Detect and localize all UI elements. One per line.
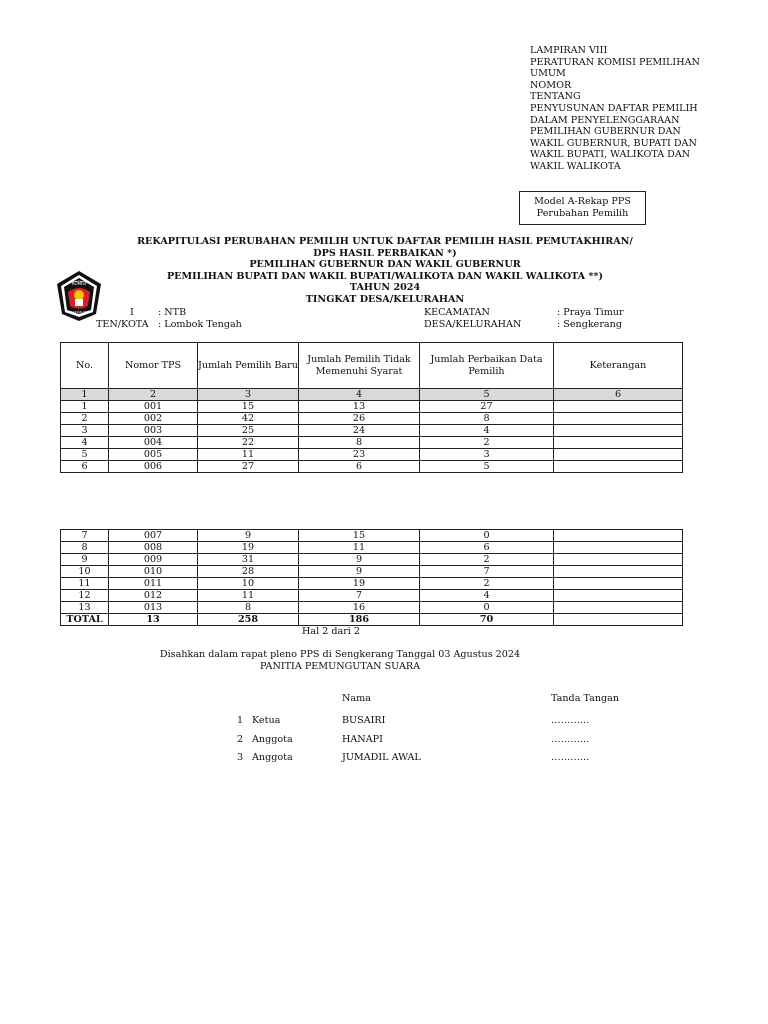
table-row	[61, 425, 683, 437]
cell-perbaikan-data: 3	[420, 449, 554, 461]
column-number: 6	[554, 389, 683, 401]
sig-no: 1	[237, 715, 244, 726]
rekap-table-page1	[60, 342, 683, 473]
rekap-table-page2	[60, 529, 683, 626]
cell-pemilih-baru: 11	[198, 590, 299, 602]
cell-perbaikan-data: 2	[420, 554, 554, 566]
cell-keterangan	[554, 542, 683, 554]
cell-keterangan	[554, 461, 683, 473]
sig-no: 2	[237, 734, 244, 745]
cell-pemilih-baru: 22	[198, 437, 299, 449]
cell-nomor-tps: 008	[109, 542, 198, 554]
kecamatan-value: : Praya Timur	[557, 307, 624, 318]
cell-pemilih-baru: 8	[198, 602, 299, 614]
cell-no: 1	[61, 401, 109, 413]
header-perbaikan-data: Jumlah Perbaikan Data Pemilih	[420, 343, 554, 389]
lampiran-line: WAKIL BUPATI, WALIKOTA DAN	[530, 149, 691, 161]
cell-pemilih-baru: 42	[198, 413, 299, 425]
lampiran-line: UMUM	[530, 68, 566, 80]
total-keterangan	[554, 614, 683, 626]
cell-nomor-tps: 007	[109, 530, 198, 542]
cell-perbaikan-data: 5	[420, 461, 554, 473]
cell-no: 6	[61, 461, 109, 473]
title-line: TINGKAT DESA/KELURAHAN	[305, 293, 465, 305]
cell-tidak-memenuhi-syarat: 9	[299, 566, 420, 578]
table-row	[61, 449, 683, 461]
sig-nama: JUMADIL AWAL	[342, 752, 421, 763]
cell-perbaikan-data: 4	[420, 590, 554, 602]
cell-perbaikan-data: 2	[420, 578, 554, 590]
cell-pemilih-baru: 15	[198, 401, 299, 413]
total-tps: 13	[109, 614, 198, 626]
header-tidak-memenuhi-syarat: Jumlah Pemilih Tidak Memenuhi Syarat	[299, 343, 420, 389]
cell-tidak-memenuhi-syarat: 7	[299, 590, 420, 602]
column-number: 4	[299, 389, 420, 401]
header-nomor-tps: Nomor TPS	[109, 343, 198, 389]
table-row	[61, 578, 683, 590]
cell-no: 8	[61, 542, 109, 554]
column-number: 5	[420, 389, 554, 401]
ttd-header: Tanda Tangan	[551, 693, 620, 704]
cell-tidak-memenuhi-syarat: 13	[299, 401, 420, 413]
cell-nomor-tps: 013	[109, 602, 198, 614]
total-label: TOTAL	[61, 614, 109, 626]
cell-keterangan	[554, 413, 683, 425]
table-row	[61, 542, 683, 554]
sig-nama: BUSAIRI	[342, 715, 386, 726]
header-no: No.	[61, 343, 109, 389]
cell-nomor-tps: 011	[109, 578, 198, 590]
cell-pemilih-baru: 31	[198, 554, 299, 566]
cell-no: 7	[61, 530, 109, 542]
cell-tidak-memenuhi-syarat: 26	[299, 413, 420, 425]
disahkan-line: Disahkan dalam rapat pleno PPS di Sengkerang Tanggal 03 Agustus 2024	[159, 649, 521, 660]
cell-tidak-memenuhi-syarat: 6	[299, 461, 420, 473]
cell-keterangan	[554, 449, 683, 461]
cell-nomor-tps: 009	[109, 554, 198, 566]
sig-ttd: …………	[551, 734, 590, 745]
kabupaten-value: : Lombok Tengah	[158, 319, 242, 330]
column-number: 1	[61, 389, 109, 401]
lampiran-line: WAKIL GUBERNUR, BUPATI DAN	[530, 137, 697, 149]
header-pemilih-baru: Jumlah Pemilih Baru	[198, 343, 299, 389]
table-row	[61, 554, 683, 566]
desa-value: : Sengkerang	[557, 319, 622, 330]
cell-tidak-memenuhi-syarat: 19	[299, 578, 420, 590]
cell-keterangan	[554, 437, 683, 449]
cell-no: 3	[61, 425, 109, 437]
cell-perbaikan-data: 8	[420, 413, 554, 425]
total-perbaikan-data: 70	[420, 614, 554, 626]
table-row	[61, 530, 683, 542]
title-line: DPS HASIL PERBAIKAN *)	[313, 247, 457, 259]
cell-tidak-memenuhi-syarat: 8	[299, 437, 420, 449]
sig-ttd: …………	[551, 752, 590, 763]
cell-nomor-tps: 002	[109, 413, 198, 425]
cell-keterangan	[554, 566, 683, 578]
cell-tidak-memenuhi-syarat: 23	[299, 449, 420, 461]
model-line-1: Model A-Rekap PPS	[534, 196, 631, 207]
cell-tidak-memenuhi-syarat: 24	[299, 425, 420, 437]
cell-pemilih-baru: 25	[198, 425, 299, 437]
cell-no: 9	[61, 554, 109, 566]
title-line: PEMILIHAN GUBERNUR DAN WAKIL GUBERNUR	[249, 259, 521, 270]
cell-no: 4	[61, 437, 109, 449]
table-row	[61, 461, 683, 473]
table-row	[61, 590, 683, 602]
cell-no: 2	[61, 413, 109, 425]
cell-no: 12	[61, 590, 109, 602]
table-row	[61, 437, 683, 449]
cell-keterangan	[554, 530, 683, 542]
cell-keterangan	[554, 554, 683, 566]
kpu-logo	[56, 270, 102, 322]
total-row	[61, 614, 683, 626]
sig-jabatan: Anggota	[252, 752, 293, 763]
logo-bottom-text: PEMILIHAN UMUM	[65, 310, 93, 314]
table-row	[61, 566, 683, 578]
sig-nama: HANAPI	[342, 734, 383, 745]
model-box	[519, 191, 646, 225]
cell-keterangan	[554, 578, 683, 590]
cell-perbaikan-data: 6	[420, 542, 554, 554]
cell-pemilih-baru: 27	[198, 461, 299, 473]
cell-keterangan	[554, 590, 683, 602]
cell-perbaikan-data: 0	[420, 602, 554, 614]
sig-ttd: …………	[551, 715, 590, 726]
table-body-page2	[61, 530, 683, 614]
kabupaten-label: TEN/KOTA	[96, 319, 149, 330]
cell-nomor-tps: 012	[109, 590, 198, 602]
lampiran-line: PERATURAN KOMISI PEMILIHAN	[530, 56, 700, 68]
logo-top-text: KOMISI	[72, 281, 86, 286]
column-number: 2	[109, 389, 198, 401]
lampiran-line: WAKIL WALIKOTA	[530, 160, 621, 172]
kecamatan-label: KECAMATAN	[424, 307, 490, 318]
provinsi-label: I	[130, 307, 134, 318]
cell-nomor-tps: 004	[109, 437, 198, 449]
table-row	[61, 602, 683, 614]
disahkan-block	[150, 649, 530, 673]
cell-keterangan	[554, 425, 683, 437]
cell-nomor-tps: 005	[109, 449, 198, 461]
cell-no: 13	[61, 602, 109, 614]
panitia-label: PANITIA PEMUNGUTAN SUARA	[259, 661, 421, 672]
cell-tidak-memenuhi-syarat: 11	[299, 542, 420, 554]
cell-keterangan	[554, 401, 683, 413]
header-keterangan: Keterangan	[554, 343, 683, 389]
title-line: PEMILIHAN BUPATI DAN WAKIL BUPATI/WALIKOTA DAN WAKIL WALIKOTA **)	[166, 270, 604, 282]
cell-no: 11	[61, 578, 109, 590]
cell-no: 10	[61, 566, 109, 578]
sig-jabatan: Anggota	[252, 734, 293, 745]
model-line-2: Perubahan Pemilih	[536, 208, 629, 219]
page-number: Hal 2 dari 2	[302, 626, 361, 637]
cell-pemilih-baru: 11	[198, 449, 299, 461]
column-number: 3	[198, 389, 299, 401]
cell-nomor-tps: 010	[109, 566, 198, 578]
cell-tidak-memenuhi-syarat: 9	[299, 554, 420, 566]
cell-perbaikan-data: 0	[420, 530, 554, 542]
document-title	[110, 236, 660, 305]
total-tidak-memenuhi-syarat: 186	[299, 614, 420, 626]
lampiran-line: NOMOR	[530, 79, 572, 91]
cell-perbaikan-data: 2	[420, 437, 554, 449]
cell-pemilih-baru: 19	[198, 542, 299, 554]
cell-keterangan	[554, 602, 683, 614]
table-body-page1	[61, 401, 683, 473]
lampiran-line: TENTANG	[530, 91, 581, 103]
lampiran-line: PENYUSUNAN DAFTAR PEMILIH	[530, 102, 698, 114]
cell-perbaikan-data: 4	[420, 425, 554, 437]
provinsi-value: : NTB	[158, 307, 187, 318]
cell-nomor-tps: 003	[109, 425, 198, 437]
table-row	[61, 413, 683, 425]
title-line: TAHUN 2024	[349, 282, 421, 293]
cell-tidak-memenuhi-syarat: 15	[299, 530, 420, 542]
cell-pemilih-baru: 28	[198, 566, 299, 578]
lampiran-line: PEMILIHAN GUBERNUR DAN	[530, 126, 681, 138]
cell-nomor-tps: 001	[109, 401, 198, 413]
cell-perbaikan-data: 7	[420, 566, 554, 578]
sig-jabatan: Ketua	[252, 715, 281, 726]
lampiran-block	[530, 45, 720, 173]
desa-label: DESA/KELURAHAN	[424, 319, 522, 330]
cell-pemilih-baru: 10	[198, 578, 299, 590]
cell-tidak-memenuhi-syarat: 16	[299, 602, 420, 614]
lampiran-line: LAMPIRAN VIII	[530, 45, 608, 56]
title-line: REKAPITULASI PERUBAHAN PEMILIH UNTUK DAFTAR PEMILIH HASIL PEMUTAKHIRAN/	[137, 236, 633, 247]
sig-no: 3	[237, 752, 244, 763]
cell-perbaikan-data: 27	[420, 401, 554, 413]
cell-pemilih-baru: 9	[198, 530, 299, 542]
total-pemilih-baru: 258	[198, 614, 299, 626]
column-number-row	[61, 389, 683, 401]
cell-nomor-tps: 006	[109, 461, 198, 473]
cell-no: 5	[61, 449, 109, 461]
lampiran-line: DALAM PENYELENGGARAAN	[530, 114, 680, 126]
nama-header: Nama	[342, 693, 371, 704]
table-row	[61, 401, 683, 413]
